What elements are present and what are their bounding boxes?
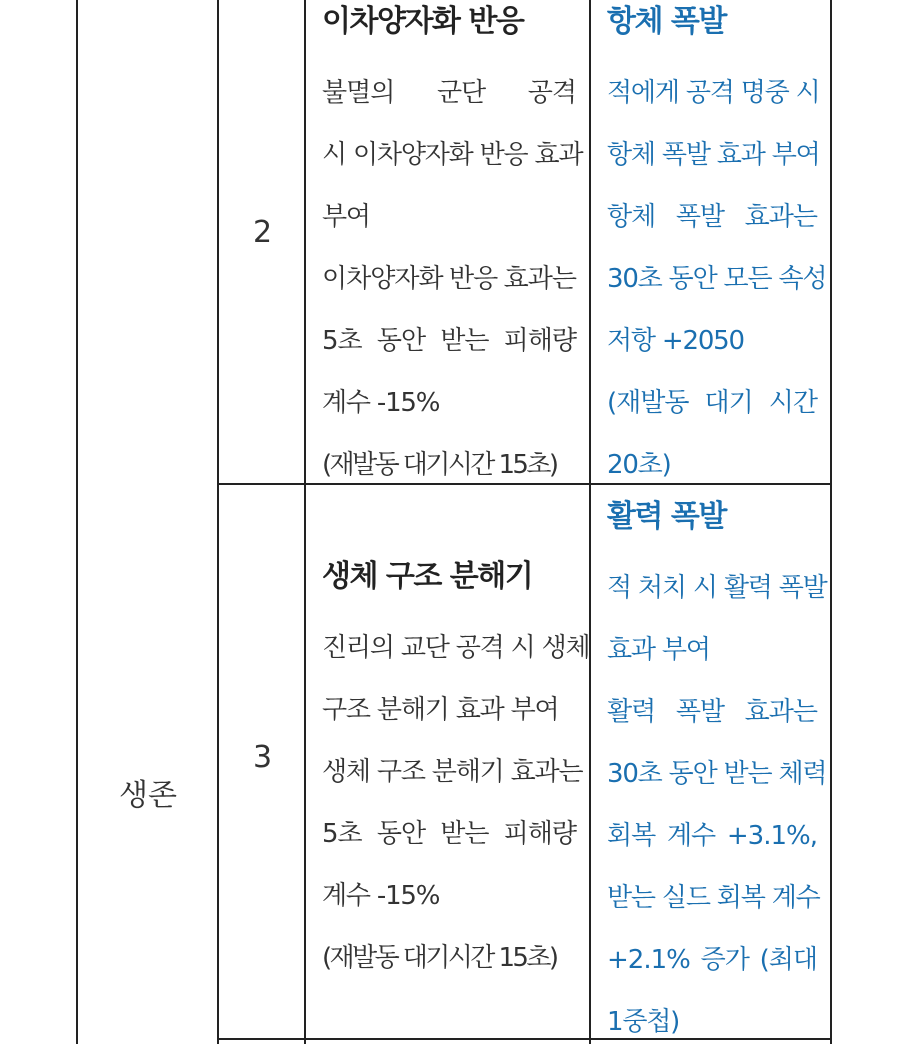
effect-line: 불멸의 군단 공격: [322, 78, 576, 108]
bonus-line: 항체 폭발 효과는: [607, 202, 817, 232]
effect-line: (재발동 대기시간 15초): [322, 450, 557, 480]
effect-line: 5초 동안 받는 피해량: [322, 326, 576, 356]
effect-line: 구조 분해기 효과 부여: [322, 695, 559, 725]
effect-line: 부여: [322, 202, 370, 232]
table-divider-category: [217, 0, 219, 1044]
bonus-line: 1중첩): [607, 1007, 680, 1037]
effect-line: 시 이차양자화 반응 효과: [322, 140, 583, 170]
bonus-cell: [607, 0, 827, 496]
bonus-line: 항체 폭발 효과 부여: [607, 140, 820, 170]
effect-title: 이차양자화 반응: [322, 4, 524, 39]
effect-line: 생체 구조 분해기 효과는: [322, 757, 583, 787]
level-number: 2: [252, 215, 273, 250]
effect-cell: [322, 555, 590, 989]
bonus-line: 회복 계수 +3.1%,: [607, 821, 817, 851]
bonus-line: 30초 동안 받는 체력: [607, 759, 827, 789]
effect-line: 계수 -15%: [322, 388, 440, 418]
table-divider-level: [304, 0, 306, 1044]
effect-line: 계수 -15%: [322, 881, 440, 911]
category-label: 생존: [119, 778, 177, 813]
bonus-line: 저항 +2050: [607, 326, 744, 356]
level-number: 3: [252, 740, 273, 775]
table-divider-effect: [589, 0, 591, 1044]
table-border-right: [830, 0, 832, 1044]
bonus-line: (재발동 대기 시간: [607, 388, 817, 418]
table-border-left: [76, 0, 78, 1044]
effect-cell: [322, 0, 583, 496]
effect-line: 이차양자화 반응 효과는: [322, 264, 576, 294]
bonus-line: 효과 부여: [607, 635, 710, 665]
effect-line: (재발동 대기시간 15초): [322, 943, 557, 973]
bonus-line: 활력 폭발 효과는: [607, 697, 817, 727]
bonus-cell: [607, 495, 827, 1053]
bonus-line: 받는 실드 회복 계수: [607, 883, 820, 913]
bonus-title: 활력 폭발: [607, 499, 726, 534]
bonus-line: +2.1% 증가 (최대: [607, 945, 817, 975]
bonus-line: 적에게 공격 명중 시: [607, 78, 820, 108]
bonus-line: 30초 동안 모든 속성: [607, 264, 827, 294]
bonus-line: 20초): [607, 450, 671, 480]
effect-line: 진리의 교단 공격 시 생체: [322, 633, 590, 663]
bonus-line: 적 처치 시 활력 폭발: [607, 573, 827, 603]
bonus-title: 항체 폭발: [607, 4, 726, 39]
effect-title: 생체 구조 분해기: [322, 559, 533, 594]
effect-line: 5초 동안 받는 피해량: [322, 819, 576, 849]
